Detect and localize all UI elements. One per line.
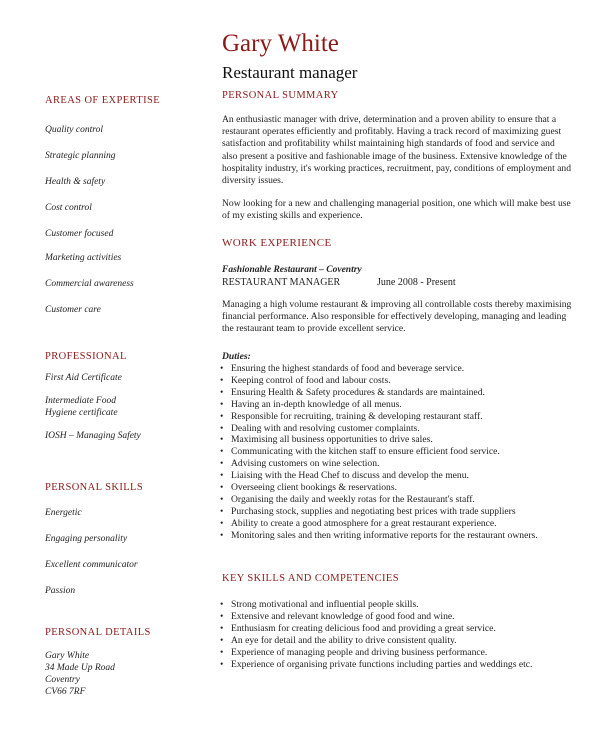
- key-skill-item: • Experience of organising private functions including parties and weddings etc.: [220, 659, 580, 671]
- professional-heading: PROFESSIONAL: [45, 351, 127, 362]
- expertise-item: Cost control: [45, 203, 92, 213]
- details-heading: PERSONAL DETAILS: [45, 627, 151, 638]
- duties-list: [220, 363, 580, 542]
- summary-paragraph: An enthusiastic manager with drive, determination and a proven ability to ensure that a restaurant operates efficiently and profitably. Having a track record of maximizing guest satisfaction and profitability whilst maintaining high standards of food and service and also present a positive and fashionable image of the business. Extensive knowledge of the hospitality industry, it's working practices, recruitment, pay, conditions of employment and diversity issues.: [222, 114, 571, 187]
- duty-item: • Having an in-depth knowledge of all menus.: [220, 399, 580, 411]
- candidate-name: Gary White: [222, 30, 339, 57]
- expertise-item: Marketing activities: [45, 253, 122, 263]
- expertise-item: Health & safety: [45, 177, 106, 187]
- expertise-item: Commercial awareness: [45, 279, 134, 289]
- expertise-item: Strategic planning: [45, 151, 116, 161]
- skill-item: Energetic: [45, 508, 82, 518]
- detail-address-line: 34 Made Up Road: [45, 663, 115, 673]
- duty-item: • Maximising all business opportunities to drive sales.: [220, 434, 580, 446]
- employment-dates: June 2008 - Present: [377, 277, 456, 288]
- skill-item: Passion: [45, 586, 76, 596]
- duty-item: • Monitoring sales and then writing informative reports for the restaurant owners.: [220, 530, 580, 542]
- skill-item: Engaging personality: [45, 534, 128, 544]
- professional-item: Intermediate Food Hygiene certificate: [45, 396, 118, 418]
- key-skill-item: • Strong motivational and influential people skills.: [220, 599, 580, 611]
- duty-item: • Organising the daily and weekly rotas for the Restaurant's staff.: [220, 494, 580, 506]
- detail-city: Coventry: [45, 675, 80, 685]
- expertise-heading: AREAS OF EXPERTISE: [45, 95, 161, 106]
- expertise-item: Quality control: [45, 125, 103, 135]
- key-skill-item: • Extensive and relevant knowledge of good food and wine.: [220, 611, 580, 623]
- duty-item: • Overseeing client bookings & reservations.: [220, 482, 580, 494]
- detail-postcode: CV66 7RF: [45, 687, 86, 697]
- key-skill-item: • Enthusiasm for creating delicious food and providing a great service.: [220, 623, 580, 635]
- expertise-item: Customer focused: [45, 229, 114, 239]
- duty-item: • Ensuring the highest standards of food and beverage service.: [220, 363, 580, 375]
- duty-item: • Liaising with the Head Chef to discuss and develop the menu.: [220, 470, 580, 482]
- summary-heading: PERSONAL SUMMARY: [222, 90, 339, 101]
- key-skill-item: • An eye for detail and the ability to drive consistent quality.: [220, 635, 580, 647]
- duty-item: • Responsible for recruiting, training & developing restaurant staff.: [220, 411, 580, 423]
- professional-item: First Aid Certificate: [45, 373, 122, 383]
- duties-label: Duties:: [222, 351, 251, 362]
- key-skills-list: [220, 599, 580, 670]
- job-description: Managing a high volume restaurant & improving all controllable costs thereby maximising financial performance. Also responsible for effectively developing, managing and leading the restaurant team to provide excellent service.: [222, 299, 572, 335]
- summary-paragraph: Now looking for a new and challenging managerial position, one which will make best use of my existing skills and experience.: [222, 198, 571, 222]
- skill-item: Excellent communicator: [45, 560, 138, 570]
- duty-item: • Dealing with and resolving customer complaints.: [220, 423, 580, 435]
- duty-item: • Ensuring Health & Safety procedures & standards are maintained.: [220, 387, 580, 399]
- duty-item: • Communicating with the kitchen staff to ensure efficient food service.: [220, 446, 580, 458]
- skills-heading: PERSONAL SKILLS: [45, 482, 144, 493]
- duty-item: • Advising customers on wine selection.: [220, 458, 580, 470]
- position-title: RESTAURANT MANAGER: [222, 277, 341, 288]
- key-skill-item: • Experience of managing people and driving business performance.: [220, 647, 580, 659]
- duty-item: • Purchasing stock, supplies and negotiating best prices with trade suppliers: [220, 506, 580, 518]
- expertise-item: Customer care: [45, 305, 101, 315]
- professional-item: IOSH – Managing Safety: [45, 431, 141, 441]
- duty-item: • Keeping control of food and labour costs.: [220, 375, 580, 387]
- job-role-title: Restaurant manager: [222, 63, 358, 82]
- detail-name: Gary White: [45, 651, 90, 661]
- key-skills-heading: KEY SKILLS AND COMPETENCIES: [222, 573, 399, 584]
- duty-item: • Ability to create a good atmosphere for a great restaurant experience.: [220, 518, 580, 530]
- employer-name: Fashionable Restaurant – Coventry: [222, 265, 362, 275]
- experience-heading: WORK EXPERIENCE: [222, 237, 332, 249]
